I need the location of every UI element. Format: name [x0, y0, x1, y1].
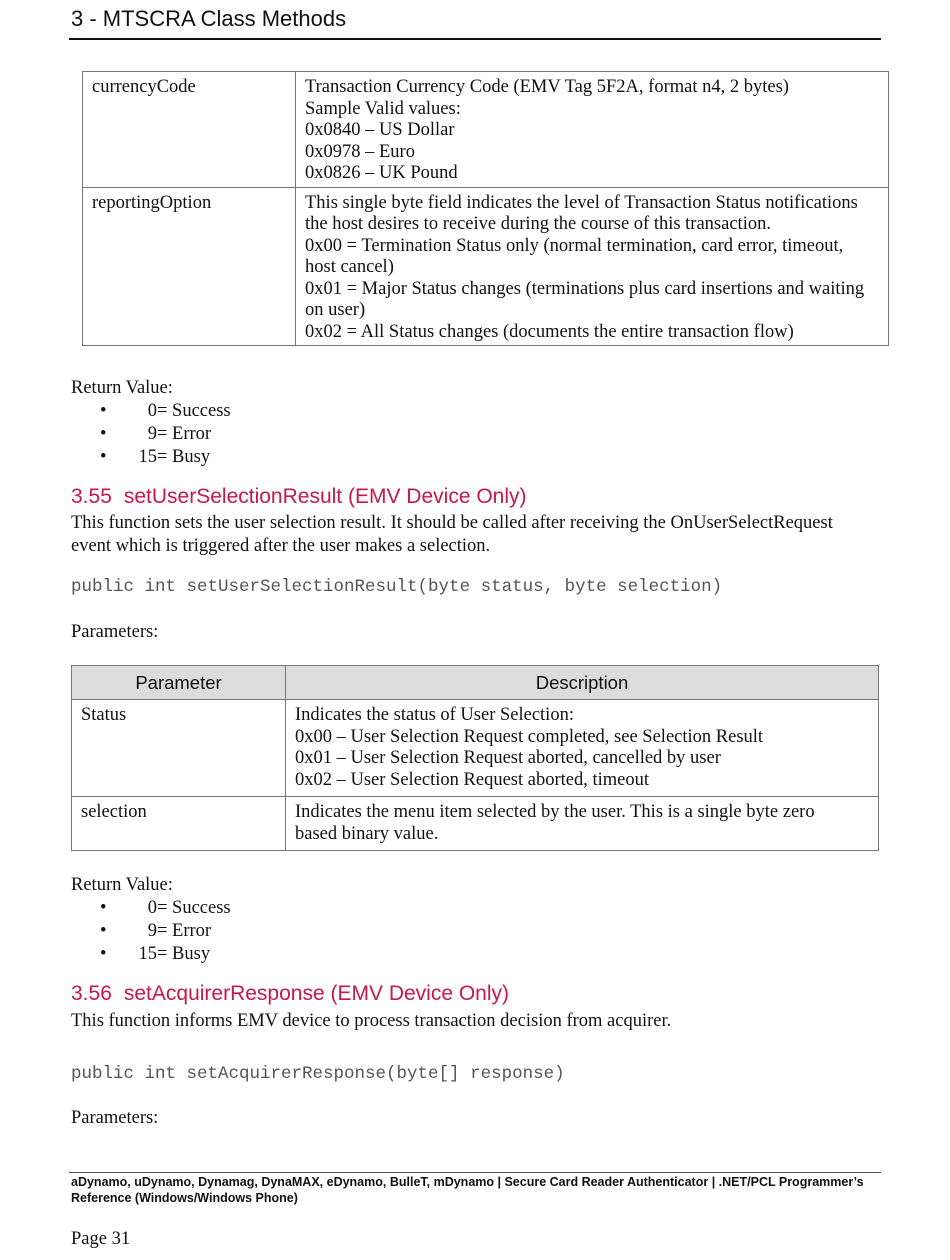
header-rule: [69, 38, 881, 40]
desc-line: host cancel): [305, 257, 394, 277]
desc-line: 0x02 – User Selection Request aborted, timeout: [295, 769, 649, 790]
desc-line: Indicates the status of User Selection:: [295, 705, 574, 725]
desc-line: 0x0840 – US Dollar: [305, 120, 455, 140]
params-table-continued: [82, 71, 889, 346]
desc-line: Transaction Currency Code (EMV Tag 5F2A, format n4, 2 bytes): [305, 77, 789, 97]
desc-line: 0x0826 – UK Pound: [305, 163, 458, 183]
desc-line: 0x00 – User Selection Request completed, see Selection Result: [295, 726, 764, 747]
section-number: 3.55: [71, 485, 112, 508]
section-heading-3-56: [71, 982, 509, 1006]
footer-text: aDynamo, uDynamo, Dynamag, DynaMAX, eDynamo, BulleT, mDynamo | Secure Card Reader Authenticator | .NET/PCL Programmer’s Reference (Windows/Windows Phone): [71, 1175, 864, 1205]
method-signature: public int setUserSelectionResult(byte status, byte selection): [71, 577, 723, 597]
desc-line: based binary value.: [295, 823, 439, 844]
section-description: This function sets the user selection result. It should be called after receiving the OnUserSelectRequest event which is triggered after the user makes a selection.: [71, 513, 833, 556]
param-name: reportingOption: [83, 187, 296, 346]
section-number: 3.56: [71, 982, 112, 1005]
column-header-description: Description: [286, 666, 879, 700]
param-name: selection: [72, 797, 286, 851]
return-value-list: [100, 400, 231, 469]
bullet-icon: •: [100, 898, 107, 918]
desc-line: the host desires to receive during the course of this transaction.: [305, 214, 771, 234]
section-title: setAcquirerResponse (EMV Device Only): [123, 982, 510, 1005]
bullet-icon: •: [100, 447, 107, 467]
page-header-title: 3 - MTSCRA Class Methods: [71, 6, 347, 31]
table-row: [72, 797, 879, 851]
section-heading-3-55: [71, 485, 527, 509]
parameters-label: Parameters:: [71, 1108, 159, 1128]
param-name: currencyCode: [83, 72, 296, 188]
desc-line: 0x02 = All Status changes (documents the entire transaction flow): [305, 321, 794, 342]
param-name: Status: [72, 700, 286, 797]
section-title: setUserSelectionResult (EMV Device Only): [123, 485, 527, 508]
param-description: [296, 187, 889, 346]
bullet-icon: •: [100, 401, 107, 421]
list-item: • 15 = Busy: [100, 447, 211, 467]
desc-line: Indicates the menu item selected by the user. This is a single byte zero: [295, 802, 815, 822]
parameters-label: Parameters:: [71, 622, 159, 642]
table-row: [83, 72, 889, 188]
return-value-list: [100, 897, 231, 966]
list-item: • 9 = Error: [100, 424, 212, 444]
table-row: [72, 700, 879, 797]
table-row: [83, 187, 889, 346]
params-table: [71, 665, 879, 851]
list-item: • 15 = Busy: [100, 944, 211, 964]
desc-line: 0x0978 – Euro: [305, 141, 415, 162]
list-item: • 0 = Success: [100, 401, 231, 421]
footer-rule: [69, 1172, 881, 1173]
desc-line: 0x01 – User Selection Request aborted, cancelled by user: [295, 748, 721, 768]
list-item: • 0 = Success: [100, 898, 231, 918]
bullet-icon: •: [100, 921, 107, 941]
desc-line: on user): [305, 300, 366, 320]
param-description: [296, 72, 889, 188]
page-number: Page 31: [71, 1229, 131, 1249]
return-value-label: Return Value:: [71, 378, 173, 398]
desc-line: This single byte field indicates the level of Transaction Status notifications: [305, 192, 858, 213]
desc-line: 0x00 = Termination Status only (normal termination, card error, timeout,: [305, 235, 844, 256]
desc-line: Sample Valid values:: [305, 98, 461, 119]
bullet-icon: •: [100, 944, 107, 964]
desc-line: 0x01 = Major Status changes (terminations plus card insertions and waiting: [305, 278, 865, 299]
section-description: This function informs EMV device to process transaction decision from acquirer.: [71, 1011, 672, 1031]
bullet-icon: •: [100, 424, 107, 444]
method-signature: public int setAcquirerResponse(byte[] response): [71, 1064, 565, 1084]
list-item: • 9 = Error: [100, 921, 212, 941]
column-header-parameter: Parameter: [72, 666, 286, 700]
table-header-row: [72, 666, 879, 700]
param-description: [286, 797, 879, 851]
return-value-label: Return Value:: [71, 875, 173, 895]
param-description: [286, 700, 879, 797]
